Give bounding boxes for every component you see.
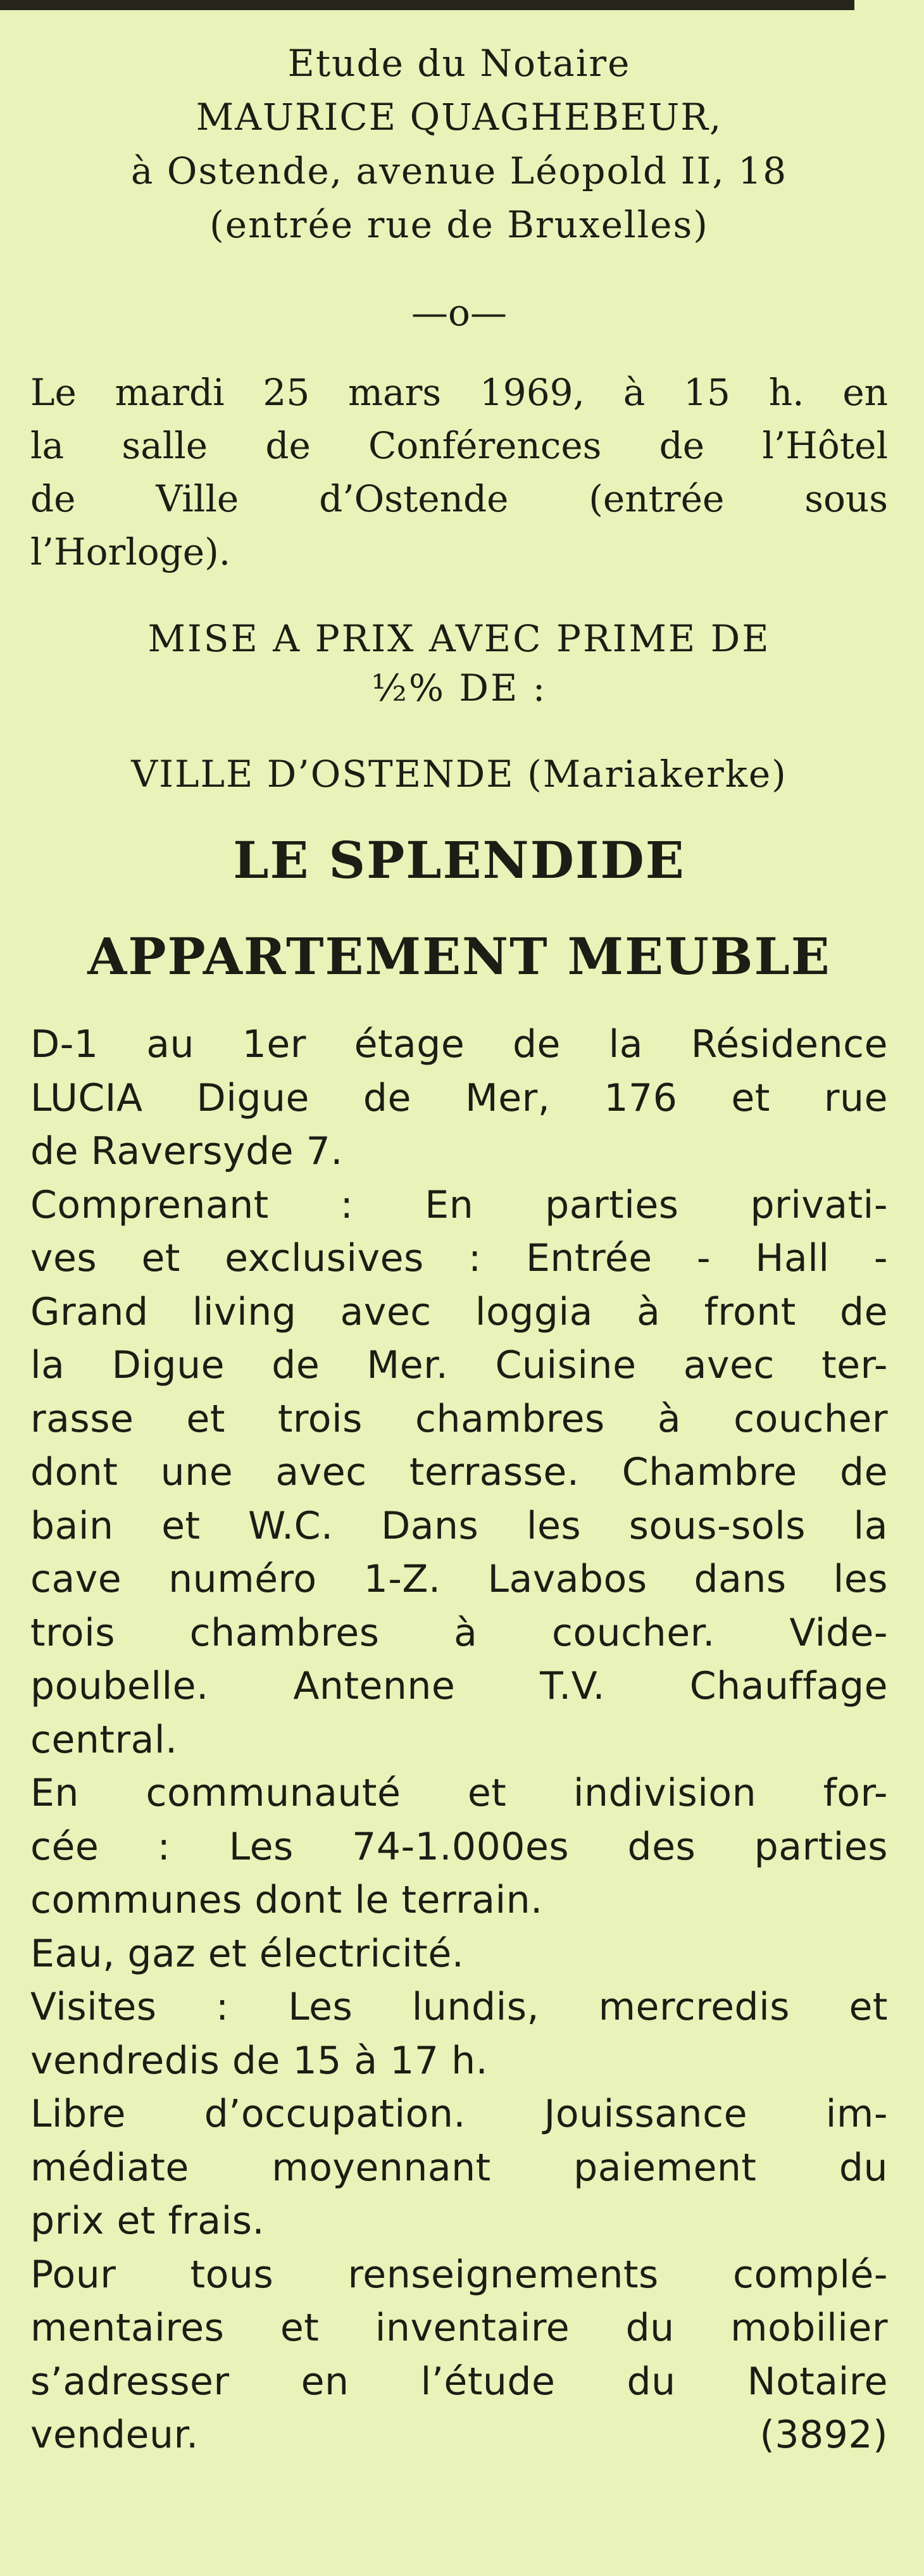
- description-line: vendredis de 15 à 17 h.: [30, 2038, 489, 2083]
- sale-date-paragraph: [30, 366, 888, 578]
- description-line: mentaires et inventaire du mobilier: [30, 2306, 888, 2350]
- sale-terms-line: ½% DE :: [371, 666, 547, 710]
- description-line: LUCIA Digue de Mer, 176 et rue: [30, 1075, 888, 1120]
- description-line: Comprenant : En parties privati-: [30, 1182, 888, 1227]
- top-rule: [0, 0, 854, 10]
- description-line: s’adresser en l’étude du Notaire: [30, 2359, 888, 2404]
- description-line: ves et exclusives : Entrée - Hall -: [30, 1236, 888, 1280]
- intro-line: la salle de Conférences de l’Hôtel: [30, 424, 888, 467]
- separator: —o—: [411, 291, 507, 334]
- description-last-word: vendeur.: [30, 2413, 199, 2457]
- sale-terms-line: MISE A PRIX AVEC PRIME DE: [147, 617, 771, 660]
- description-line: cée : Les 74-1.000es des parties: [30, 1824, 888, 1869]
- description-line: de Raversyde 7.: [30, 1129, 343, 1173]
- description-line: Grand living avec loggia à front de: [30, 1289, 888, 1334]
- location: VILLE D’OSTENDE (Mariakerke): [131, 753, 787, 796]
- description-line: En communauté et indivision for-: [30, 1771, 888, 1815]
- description-line: la Digue de Mer. Cuisine avec ter-: [30, 1343, 888, 1387]
- description-line: rasse et trois chambres à coucher: [30, 1396, 888, 1441]
- header-notary-name: MAURICE QUAGHEBEUR,: [196, 96, 723, 139]
- description-line: trois chambres à coucher. Vide-: [30, 1610, 888, 1655]
- description-line: prix et frais.: [30, 2199, 265, 2243]
- description-line: cave numéro 1-Z. Lavabos dans les: [30, 1557, 888, 1601]
- description-line: Eau, gaz et électricité.: [30, 1931, 465, 1976]
- description-line: Visites : Les lundis, mercredis et: [30, 1985, 888, 2029]
- intro-line: l’Horloge).: [30, 530, 231, 573]
- description-line: poubelle. Antenne T.V. Chauffage: [30, 1664, 888, 1708]
- description-line: dont une avec terrasse. Chambre de: [30, 1450, 888, 1494]
- header-office: Etude du Notaire: [287, 42, 631, 85]
- headline-splendide: LE SPLENDIDE: [233, 830, 685, 890]
- intro-line: de Ville d’Ostende (entrée sous: [30, 477, 888, 520]
- description-line: Libre d’occupation. Jouissance im-: [30, 2092, 888, 2136]
- description-line: central.: [30, 1717, 178, 1762]
- header-entrance: (entrée rue de Bruxelles): [209, 203, 709, 246]
- description: [30, 1018, 888, 2462]
- sale-terms: [30, 614, 888, 713]
- description-line: communes dont le terrain.: [30, 1878, 543, 1922]
- headline-appartement: APPARTEMENT MEUBLE: [87, 927, 831, 986]
- intro-line: Le mardi 25 mars 1969, à 15 h. en: [30, 371, 888, 414]
- description-line: bain et W.C. Dans les sous-sols la: [30, 1503, 888, 1548]
- reference-number: (3892): [759, 2413, 888, 2457]
- notice: [30, 37, 888, 2462]
- header-address: à Ostende, avenue Léopold II, 18: [130, 149, 788, 192]
- description-line: médiate moyennant paiement du: [30, 2145, 888, 2190]
- description-line: Pour tous renseignements complé-: [30, 2252, 888, 2297]
- description-line: D-1 au 1er étage de la Résidence: [30, 1022, 888, 1066]
- description-final-line: [30, 2408, 888, 2462]
